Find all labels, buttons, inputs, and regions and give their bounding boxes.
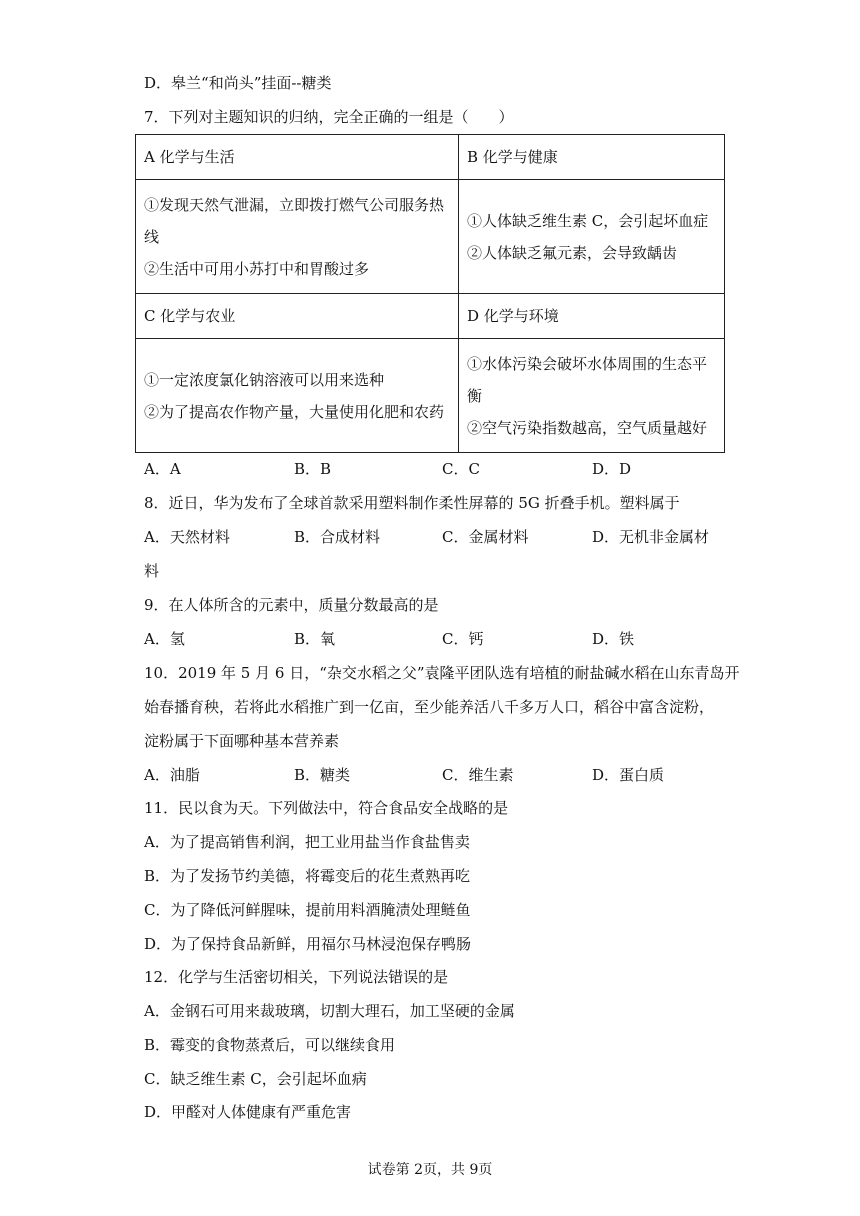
q7-b-item: ①人体缺乏维生素 C，会引起坏血症 xyxy=(467,211,709,230)
q8-option-c: C．金属材料 xyxy=(442,528,529,546)
q7-b-item: ②人体缺乏氟元素，会导致龋齿 xyxy=(467,243,678,262)
q8-options xyxy=(144,527,724,547)
q12-option-b: B．霉变的食物蒸煮后，可以继续食用 xyxy=(144,1036,396,1054)
q7-cell-c-head: C 化学与农业 xyxy=(136,294,459,339)
question-8-stem: 8．近日，华为发布了全球首款采用塑料制作柔性屏幕的 5G 折叠手机。塑料属于 xyxy=(144,494,680,512)
q7-cell-b-body xyxy=(459,180,725,294)
question-10-stem-line: 始春播育秧，若将此水稻推广到一亿亩，至少能养活八千多万人口，稻谷中富含淀粉， xyxy=(144,698,715,716)
q7-options xyxy=(144,459,724,479)
q8-option-a: A．天然材料 xyxy=(144,528,230,546)
question-12-stem: 12．化学与生活密切相关，下列说法错误的是 xyxy=(144,968,449,986)
q6-option-d: D．皋兰“和尚头”挂面--糖类 xyxy=(144,74,332,92)
q8-option-b: B．合成材料 xyxy=(294,528,381,546)
q10-options xyxy=(144,765,724,785)
question-10-stem-line: 淀粉属于下面哪种基本营养素 xyxy=(144,732,340,750)
question-7-stem: 7．下列对主题知识的归纳，完全正确的一组是（ ） xyxy=(144,108,514,126)
q7-a-item: ①发现天然气泄漏，立即拨打燃气公司服务热线 xyxy=(144,195,445,246)
q7-topic-table xyxy=(135,134,725,453)
q7-option-a: A．A xyxy=(144,460,181,478)
q10-option-b: B．糖类 xyxy=(294,766,351,784)
q7-a-item: ②生活中可用小苏打中和胃酸过多 xyxy=(144,259,370,278)
q7-cell-d-head: D 化学与环境 xyxy=(459,294,725,339)
q7-cell-d-body xyxy=(459,339,725,453)
q11-option-a: A．为了提高销售利润，把工业用盐当作食盐售卖 xyxy=(144,833,470,851)
q9-option-d: D．铁 xyxy=(592,630,635,648)
q7-option-d: D．D xyxy=(592,460,632,478)
q7-d-item: ②空气污染指数越高，空气质量越好 xyxy=(467,418,708,437)
q10-option-a: A．油脂 xyxy=(144,766,200,784)
q7-option-c: C．C xyxy=(442,460,480,478)
q9-options xyxy=(144,629,724,649)
q11-option-d: D．为了保持食品新鲜，用福尔马林浸泡保存鸭肠 xyxy=(144,935,472,953)
q10-option-d: D．蛋白质 xyxy=(592,766,665,784)
q9-option-a: A．氢 xyxy=(144,630,185,648)
q10-option-c: C．维生素 xyxy=(442,766,514,784)
q7-d-item: ①水体污染会破坏水体周围的生态平衡 xyxy=(467,354,708,405)
q9-option-c: C．钙 xyxy=(442,630,484,648)
q8-option-d: D．无机非金属材 xyxy=(592,528,710,546)
page-footer: 试卷第 2页，共 9页 xyxy=(367,1162,493,1178)
q8-option-d-wrap: 料 xyxy=(144,562,160,580)
q7-cell-a-body xyxy=(136,180,459,294)
q11-option-b: B．为了发扬节约美德，将霉变后的花生煮熟再吃 xyxy=(144,867,471,885)
question-9-stem: 9．在人体所含的元素中，质量分数最高的是 xyxy=(144,596,439,614)
q7-cell-c-body xyxy=(136,339,459,453)
q7-option-b: B．B xyxy=(294,460,332,478)
q12-option-d: D．甲醛对人体健康有严重危害 xyxy=(144,1103,352,1121)
q12-option-c: C．缺乏维生素 C，会引起坏血病 xyxy=(144,1070,367,1088)
q11-option-c: C．为了降低河鲜腥味，提前用料酒腌渍处理鲢鱼 xyxy=(144,901,471,919)
question-10-stem-line: 10．2019 年 5 月 6 日，“杂交水稻之父”袁隆平团队选有培植的耐盐碱水稻在山东青岛开 xyxy=(144,664,740,682)
q7-c-item: ②为了提高农作物产量，大量使用化肥和农药 xyxy=(144,402,445,421)
question-11-stem: 11．民以食为天。下列做法中，符合食品安全战略的是 xyxy=(144,799,509,817)
q7-cell-b-head: B 化学与健康 xyxy=(459,135,725,180)
q9-option-b: B．氧 xyxy=(294,630,336,648)
q7-cell-a-head: A 化学与生活 xyxy=(136,135,459,180)
q12-option-a: A．金钢石可用来裁玻璃，切割大理石，加工坚硬的金属 xyxy=(144,1002,515,1020)
q7-c-item: ①一定浓度氯化钠溶液可以用来选种 xyxy=(144,370,385,389)
